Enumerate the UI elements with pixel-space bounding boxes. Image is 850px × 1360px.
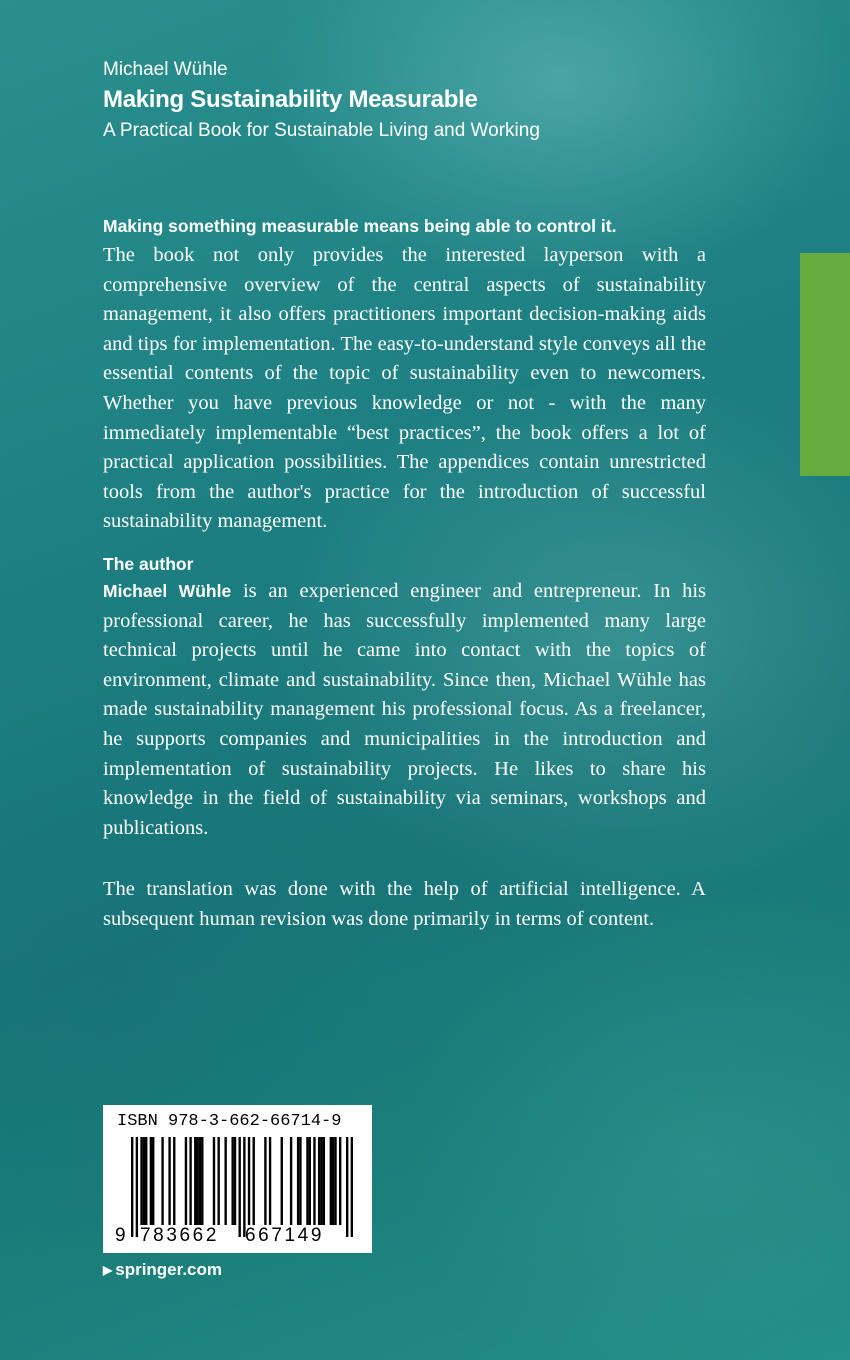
publisher-link[interactable] (103, 1259, 222, 1281)
barcode-bar (168, 1137, 170, 1225)
blurb-lead: Making something measurable means being able to control it. (103, 216, 617, 236)
barcode-bar (161, 1137, 163, 1225)
barcode-bar (318, 1137, 320, 1225)
barcode-bar (309, 1137, 311, 1225)
barcode-bar (320, 1137, 322, 1225)
barcode-bar (213, 1137, 215, 1225)
barcode-bar (145, 1137, 147, 1225)
barcode-bar (152, 1137, 154, 1225)
author-name: Michael Wühle (103, 59, 228, 80)
barcode-bar (306, 1137, 308, 1225)
barcode-bar (248, 1137, 250, 1225)
author-bio-text: is an experienced engineer and entrepreneur. In his professional career, he has successfully implemented many large technical projects until he came into contact with the topics of environment, climate and sustainability. Since then, Michael Wühle has made sustainability management his professional focus. As a freelancer, he supports companies and municipalities in the introduction and implementation of sustainability projects. He likes to share his knowledge in the field of sustainability via seminars, workshops and publications. (103, 579, 707, 839)
barcode-bar (199, 1137, 201, 1225)
isbn-label: ISBN 978-3-662-66714-9 (117, 1112, 342, 1131)
barcode-bar (217, 1137, 219, 1225)
barcode-bar (194, 1137, 196, 1225)
barcode-bar (297, 1137, 299, 1225)
barcode-bar (234, 1137, 236, 1225)
barcode-bar (238, 1137, 240, 1237)
barcode-bar (150, 1137, 152, 1225)
barcode-bar (330, 1137, 332, 1225)
barcode-bar (299, 1137, 301, 1225)
barcode-bar (196, 1137, 198, 1225)
barcode-bar (143, 1137, 145, 1225)
barcode-bar (140, 1137, 142, 1225)
barcode-bars (131, 1137, 353, 1237)
translation-note: The translation was done with the help of artificial intelligence. A subsequent human revision was done primarily in terms of content. (103, 878, 706, 930)
barcode-bar (136, 1137, 138, 1237)
barcode-bar (290, 1137, 292, 1225)
author-section-heading: The author (103, 553, 194, 574)
barcode-bar (281, 1137, 283, 1225)
author-bio (103, 577, 706, 843)
barcode-bar (269, 1137, 271, 1225)
barcode-bar (339, 1137, 341, 1225)
book-subtitle: A Practical Book for Sustainable Living and Working (103, 120, 540, 141)
barcode-bar (185, 1137, 187, 1225)
barcode-bar (313, 1137, 315, 1225)
blurb-text: The book not only provides the interested layperson with a comprehensive overview of the central aspects of sustainability management, it also offers practitioners important decision-making aids and tips for implementation. The easy-to-understand style conveys all the essential contents of the topic of sustainability even to newcomers. Whether you have previous knowledge or not - with the many immediately implementable “best practices”, the book offers a lot of practical application possibilities. The appendices contain unrestricted tools from the author's practice for the introduction of successful sustainability management. (103, 244, 706, 533)
barcode-bar (243, 1137, 245, 1237)
ean-left-digits: 783662 (140, 1225, 220, 1246)
barcode-bar (332, 1137, 334, 1225)
barcode-bar (351, 1137, 353, 1237)
barcode-bar (323, 1137, 325, 1225)
green-accent-tab (800, 253, 850, 476)
barcode-bar (334, 1137, 336, 1225)
barcode-bar (231, 1137, 233, 1225)
barcode-bar (346, 1137, 348, 1237)
publisher-url: springer.com (115, 1260, 222, 1279)
barcode-bar (264, 1137, 266, 1225)
barcode-bar (253, 1137, 255, 1225)
barcode-bar (201, 1137, 203, 1225)
barcode-bar (173, 1137, 175, 1225)
ean-first-digit: 9 (115, 1225, 126, 1246)
book-title: Making Sustainability Measurable (103, 86, 478, 113)
barcode-bar (224, 1137, 226, 1225)
isbn-barcode (103, 1105, 372, 1253)
back-cover-text (103, 211, 706, 934)
barcode-bar (131, 1137, 133, 1237)
ean-right-digits: 667149 (245, 1225, 325, 1246)
author-bio-name: Michael Wühle (103, 580, 232, 601)
barcode-bar (189, 1137, 191, 1225)
cover-header (103, 56, 540, 146)
arrow-right-icon: ▶ (103, 1263, 113, 1277)
